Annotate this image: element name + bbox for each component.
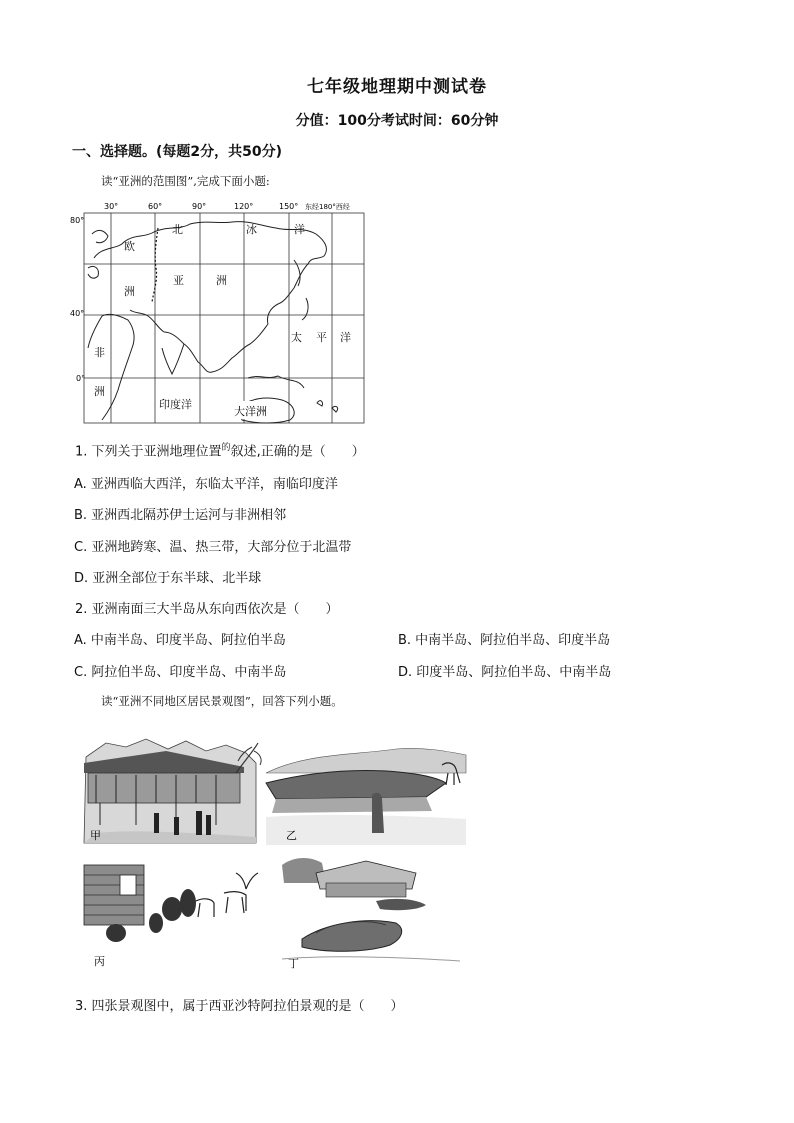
- map-label: 冰: [246, 223, 257, 236]
- lon-label: 60°: [148, 202, 163, 211]
- lon-label: 150°: [279, 202, 299, 211]
- lat-label: 0°: [76, 374, 86, 383]
- scene-label: 丙: [94, 955, 105, 968]
- scene-bing: [80, 859, 262, 969]
- page-title: 七年级地理期中测试卷: [307, 77, 487, 97]
- question-2-stem: 2. 亚洲南面三大半岛从东向西依次是（ ）: [75, 602, 339, 617]
- lat-label: 80°: [70, 216, 85, 225]
- scene-label: 丁: [288, 957, 299, 970]
- lon-label: 东经180°西经: [305, 203, 350, 211]
- map-label: 大洋洲: [234, 405, 267, 418]
- q1-option-c: C. 亚洲地跨寒、温、热三带，大部分位于北温带: [74, 540, 352, 555]
- q2-option-b: B. 中南半岛、阿拉伯半岛、印度半岛: [398, 633, 611, 648]
- scenes-intro: 读“亚洲不同地区居民景观图”，回答下列小题。: [101, 694, 343, 708]
- scene-yi: [264, 743, 466, 847]
- map-label: 洲: [124, 285, 135, 298]
- q1-option-a: A. 亚洲西临大西洋，东临太平洋，南临印度洋: [74, 477, 338, 492]
- question-3-stem: 3. 四张景观图中，属于西亚沙特阿拉伯景观的是（ ）: [75, 999, 404, 1014]
- q1-option-b: B. 亚洲西北隔苏伊士运河与非洲相邻: [74, 508, 287, 523]
- map-label: 洋: [294, 223, 305, 236]
- scene-jia: [80, 735, 261, 847]
- map-label: 洲: [94, 385, 105, 398]
- map-label: 欧: [124, 240, 135, 253]
- scene-label: 乙: [286, 829, 297, 842]
- region-labels: [94, 222, 351, 411]
- asia-range-map: [62, 198, 367, 426]
- q2-option-d: D. 印度半岛、阿拉伯半岛、中南半岛: [398, 665, 612, 680]
- map-label: 平: [316, 331, 327, 344]
- map-label: 洲: [216, 274, 227, 287]
- question-1: [75, 440, 365, 459]
- lon-label: 30°: [104, 202, 119, 211]
- question-1-stem-a: 1. 下列关于亚洲地理位置: [75, 444, 222, 460]
- question-1-stem-b: 叙述,正确的是（ ）: [230, 444, 365, 460]
- map-label: 亚: [173, 274, 184, 287]
- exam-info: 分值：100分考试时间：60分钟: [295, 113, 499, 129]
- map-label: 印度洋: [159, 398, 192, 411]
- q2-option-c: C. 阿拉伯半岛、印度半岛、中南半岛: [74, 665, 287, 680]
- map-label: 北: [172, 223, 183, 236]
- asia-residents-scenes: [76, 733, 476, 973]
- scene-label: 甲: [90, 829, 101, 842]
- question-1-stem-sup: 的: [221, 443, 231, 453]
- lon-label: 90°: [192, 202, 207, 211]
- map-label: 洋: [340, 331, 351, 344]
- section-heading: 一、选择题。(每题2分，共50分): [72, 144, 283, 160]
- map-intro: 读“亚洲的范围图”,完成下面小题:: [101, 174, 270, 188]
- q1-option-d: D. 亚洲全部位于东半球、北半球: [74, 571, 262, 586]
- map-label: 非: [94, 346, 105, 359]
- map-label: 太: [291, 331, 302, 344]
- lat-label: 40°: [70, 309, 85, 318]
- lon-label: 120°: [234, 202, 254, 211]
- q2-option-a: A. 中南半岛、印度半岛、阿拉伯半岛: [74, 633, 286, 648]
- scene-ding: [270, 851, 462, 970]
